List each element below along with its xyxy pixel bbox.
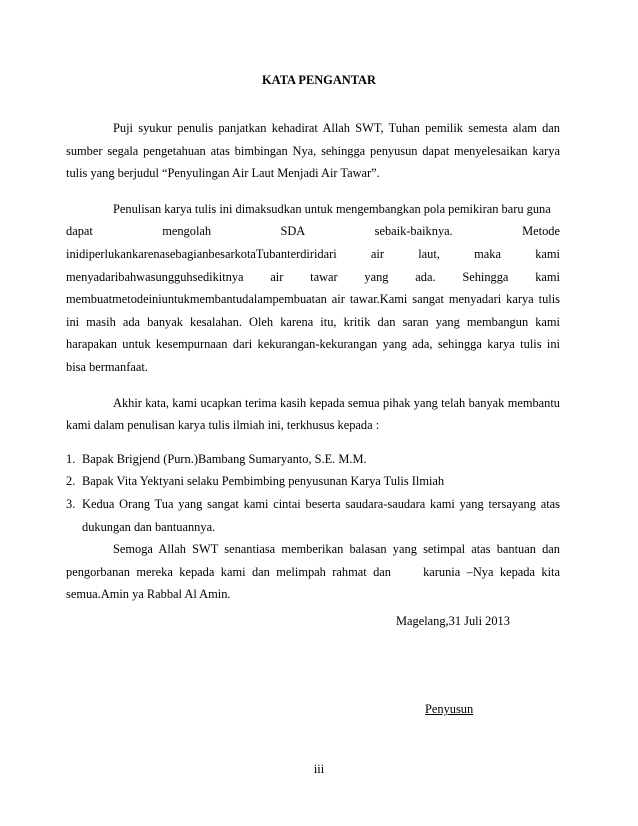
acknowledgement-list bbox=[66, 448, 560, 538]
paragraph-thanks: Akhir kata, kami ucapkan terima kasih kepada semua pihak yang telah banyak membantu kami dalam penulisan karya tulis ilmiah ini, terkhusus kepada : bbox=[66, 395, 560, 433]
list-text: Bapak Vita Yektyani selaku Pembimbing penyusunan Karya Tulis Ilmiah bbox=[82, 474, 445, 489]
word: kami bbox=[535, 246, 560, 261]
paragraph-purpose-line-3 bbox=[66, 243, 560, 266]
signer-name: Penyusun bbox=[425, 702, 474, 716]
document-body bbox=[66, 117, 564, 606]
word: kami bbox=[535, 269, 560, 284]
paragraph-purpose-rest: membuatmetodeiniuntukmembantudalampembuatan air tawar.Kami sangat menyadari karya tulis ini masih ada banyak kesalahan. Oleh karena itu, kritik dan saran yang membangun kami harapakan untuk kesempurnaan dari kekurangan-kekurangan yang ada, sehingga karya tulis ini bisa bermanfaat. bbox=[66, 292, 560, 374]
page-title: KATA PENGANTAR bbox=[262, 73, 376, 87]
paragraph-purpose-line-4 bbox=[66, 266, 560, 289]
paragraph-purpose-line-2 bbox=[66, 220, 560, 243]
word: Sehingga bbox=[462, 269, 509, 284]
word: SDA bbox=[280, 224, 306, 239]
word: tawar bbox=[310, 269, 338, 284]
word: menyadaribahwasungguhsedikitnya bbox=[66, 269, 244, 284]
place-date: Magelang,31 Juli 2013 bbox=[396, 614, 510, 628]
list-number: 1. bbox=[66, 451, 76, 466]
word: maka bbox=[474, 246, 501, 261]
paragraph-purpose bbox=[66, 198, 560, 379]
word: air bbox=[370, 246, 384, 261]
page-number: iii bbox=[313, 762, 325, 776]
word: Metode bbox=[522, 224, 560, 239]
paragraph-closing: Semoga Allah SWT senantiasa memberikan balasan yang setimpal atas bantuan dan pengorbanan mereka kepada kami dan melimpah rahmat dan karunia –Nya kepada kita semua.Amin ya Rabbal Al Amin. bbox=[66, 542, 564, 602]
word: dapat bbox=[66, 224, 93, 239]
paragraph-opening: Puji syukur penulis panjatkan kehadirat Allah SWT, Tuhan pemilik semesta alam dan sumber segala pengetahuan atas bimbingan Nya, sehingga penyusun dapat menyelesaikan karya tulis yang berjudul “Penyulingan Air Laut Menjadi Air Tawar”. bbox=[66, 121, 560, 181]
list-text: Bapak Brigjend (Purn.)Bambang Sumaryanto, S.E. M.M. bbox=[82, 451, 367, 466]
word: air bbox=[270, 269, 284, 284]
list-item bbox=[66, 448, 560, 471]
list-text: Kedua Orang Tua yang sangat kami cintai beserta saudara-saudara kami yang tersayang atas dukungan dan bantuannya. bbox=[82, 496, 560, 534]
list-number: 2. bbox=[66, 474, 76, 489]
word: ada. bbox=[415, 269, 436, 284]
list-item bbox=[66, 493, 560, 538]
word: sebaik-baiknya. bbox=[374, 224, 453, 239]
list-item bbox=[66, 470, 560, 493]
paragraph-purpose-line-1: Penulisan karya tulis ini dimaksudkan untuk mengembangkan pola pemikiran baru guna bbox=[113, 201, 551, 216]
word: laut, bbox=[418, 246, 440, 261]
list-number: 3. bbox=[66, 496, 76, 511]
word: inidiperlukankarenasebagianbesarkotaTubanterdiridari bbox=[66, 246, 337, 261]
word: mengolah bbox=[162, 224, 212, 239]
word: yang bbox=[364, 269, 389, 284]
